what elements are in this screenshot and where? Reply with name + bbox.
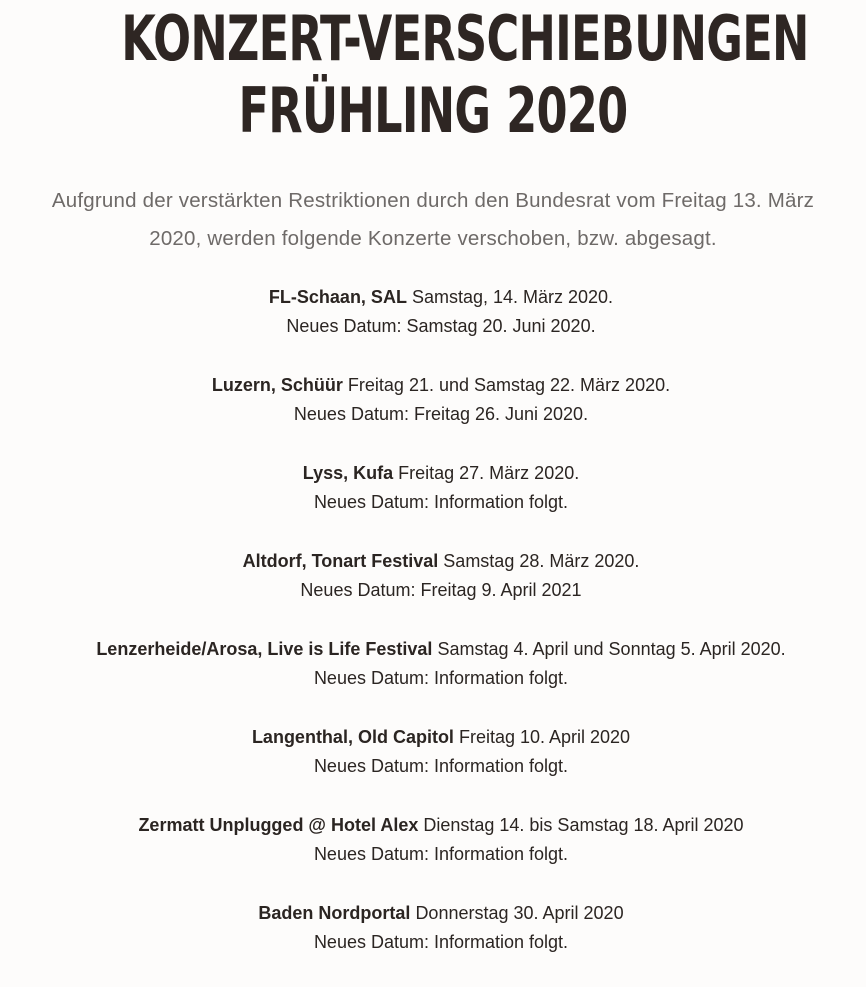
page-title-line-2 [121,76,745,146]
concert-venue: Zermatt Unplugged @ Hotel Alex [138,815,419,835]
concert-venue: Baden Nordportal [258,903,411,923]
intro-text [0,182,866,258]
concert-list [0,283,866,987]
concert-entry [16,811,866,869]
title-season: FRÜHLING [238,74,491,147]
concert-date: Dienstag 14. bis Samstag 18. April 2020 [423,815,744,835]
concert-line [16,459,866,488]
concert-date: Samstag 28. März 2020. [443,551,640,571]
concert-line [16,899,866,928]
concert-venue: Altdorf, Tonart Festival [242,551,439,571]
concert-entry [16,547,866,605]
concert-date: Freitag 10. April 2020 [458,727,631,747]
concert-entry [16,283,866,341]
concert-entry [16,371,866,429]
concert-venue: Lyss, Kufa [302,463,394,483]
concert-entry [16,635,866,693]
concert-line [16,811,866,840]
page-title-line-1: KONZERT-VERSCHIEBUNGEN [121,2,809,75]
concert-new-date: Neues Datum: Freitag 26. Juni 2020. [293,404,589,424]
concert-new-date: Neues Datum: Freitag 9. April 2021 [300,580,582,600]
concert-date: Samstag, 14. März 2020. [411,287,614,307]
concert-date: Freitag 27. März 2020. [398,463,580,483]
concert-line [16,371,866,400]
intro-line-1: Aufgrund der verstärkten Restriktionen durch den Bundesrat vom Freitag 13. März [51,189,815,212]
concert-line [16,635,866,664]
concert-new-date: Neues Datum: Information folgt. [313,932,569,952]
concert-date: Samstag 4. April und Sonntag 5. April 2020. [437,639,786,659]
concert-venue: Luzern, Schüür [211,375,343,395]
concert-new-date: Neues Datum: Information folgt. [313,492,569,512]
concert-new-date: Neues Datum: Information folgt. [313,668,569,688]
concert-new-date: Neues Datum: Information folgt. [313,756,569,776]
title-year: 2020 [506,74,628,147]
concert-entry [16,723,866,781]
concert-line [16,283,866,312]
intro-line-2: 2020, werden folgende Konzerte verschoben, bzw. abgesagt. [149,227,717,250]
concert-line [16,723,866,752]
concert-venue: FL-Schaan, SAL [268,287,407,307]
concert-new-date: Neues Datum: Information folgt. [313,844,569,864]
concert-entry [16,899,866,957]
concert-venue: Langenthal, Old Capitol [251,727,454,747]
concert-line [16,547,866,576]
concert-new-date: Neues Datum: Samstag 20. Juni 2020. [286,316,596,336]
concert-date: Donnerstag 30. April 2020 [415,903,624,923]
concert-entry [16,459,866,517]
concert-venue: Lenzerheide/Arosa, Live is Life Festival [96,639,433,659]
concert-date: Freitag 21. und Samstag 22. März 2020. [347,375,671,395]
